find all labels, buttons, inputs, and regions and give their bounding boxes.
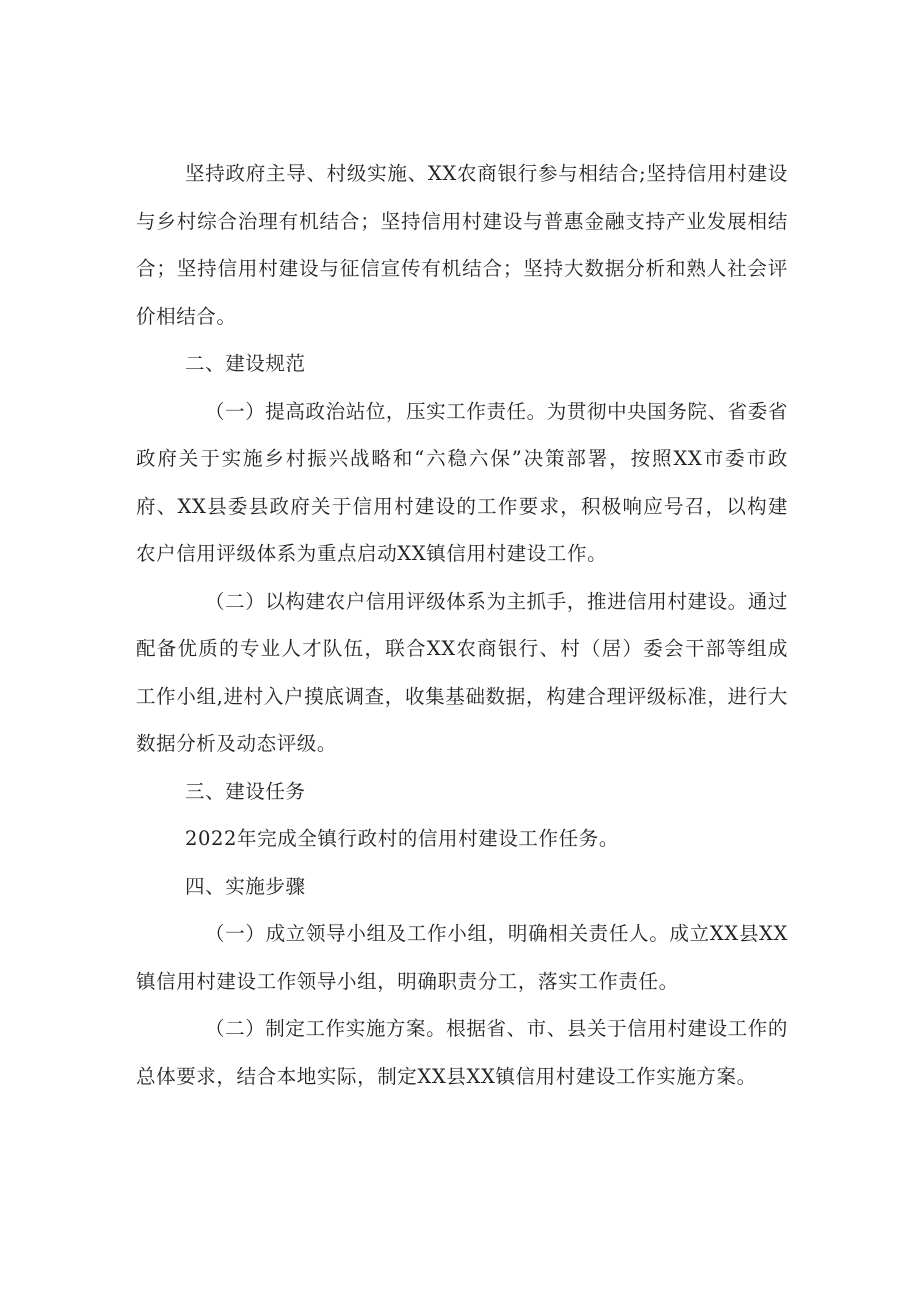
heading-implementation-steps: 四、实施步骤 [185, 874, 306, 898]
paragraph-leadership-group: （一）成立领导小组及工作小组，明确相关责任人。成立XX县XX镇信用村建设工作领导小组，明确职责分工，落实工作责任。 [136, 922, 788, 993]
paragraph-implementation-plan: （二）制定工作实施方案。根据省、市、县关于信用村建设工作的总体要求，结合本地实际，制定XX县XX镇信用村建设工作实施方案。 [136, 1017, 788, 1088]
heading-construction-norms: 二、建设规范 [185, 352, 306, 375]
paragraph-political-stance: （一）提高政治站位，压实工作责任。为贯彻中央国务院、省委省政府关于实施乡村振兴战略和“六稳六保”决策部署，按照XX市委市政府、XX县委县政府关于信用村建设的工作要求，积极响应号召，以构建农户信用评级体系为重点启动XX镇信用村建设工作。 [136, 399, 788, 565]
document-body [136, 150, 788, 1100]
paragraph-credit-rating-system: （二）以构建农户信用评级体系为主抓手，推进信用村建设。通过配备优质的专业人才队伍，联合XX农商银行、村（居）委会干部等组成工作小组,进村入户摸底调查，收集基础数据，构建合理评级标准，进行大数据分析及动态评级。 [136, 589, 788, 755]
paragraph-principles: 坚持政府主导、村级实施、XX农商银行参与相结合;坚持信用村建设与乡村综合治理有机结合；坚持信用村建设与普惠金融支持产业发展相结合；坚持信用村建设与征信宣传有机结合；坚持大数据分析和熟人社会评价相结合。 [136, 162, 788, 328]
heading-construction-tasks: 三、建设任务 [185, 779, 306, 803]
paragraph-task-2022: 2022年完成全镇行政村的信用村建设工作任务。 [185, 827, 619, 850]
